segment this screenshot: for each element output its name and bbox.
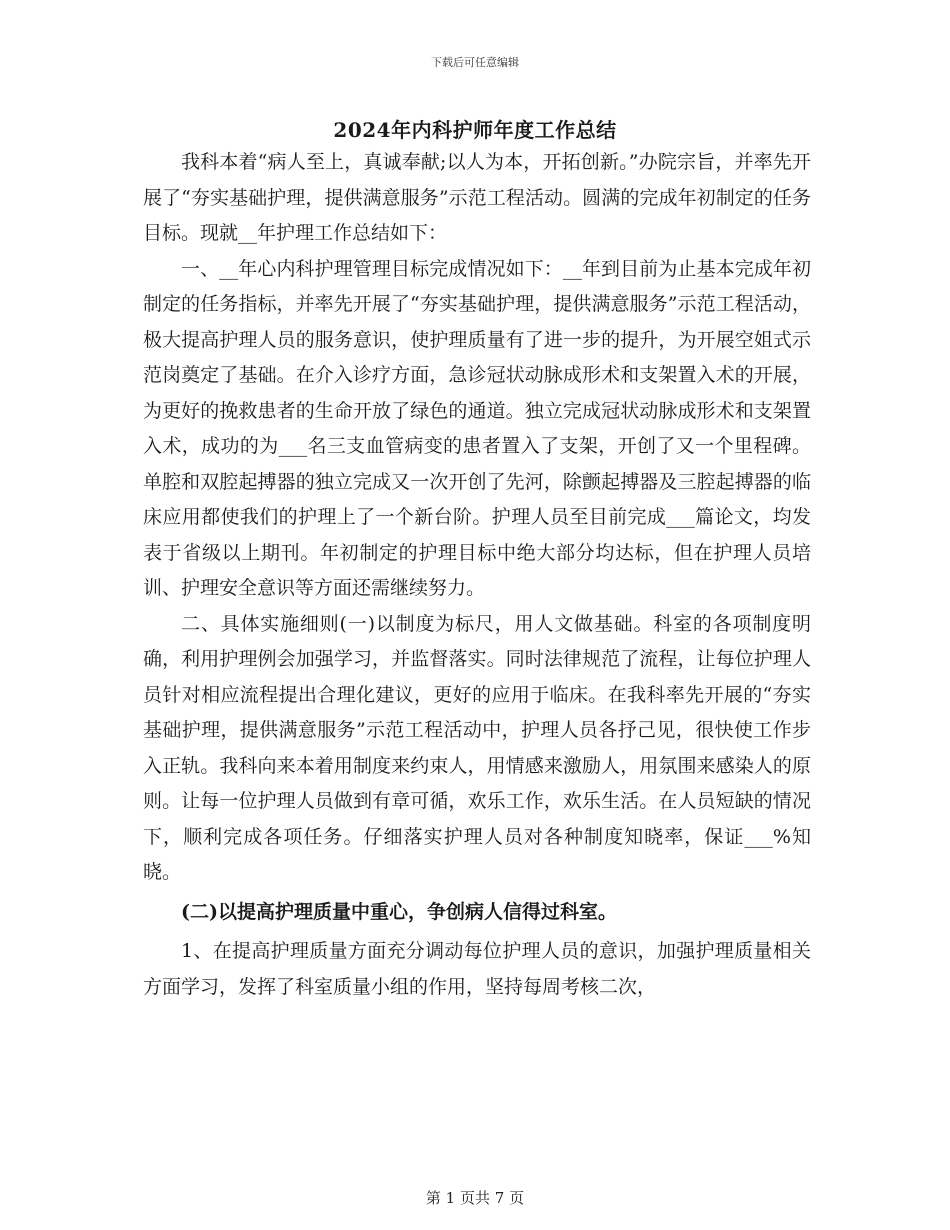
document-body — [143, 145, 811, 1005]
subheading-quality: (二)以提高护理质量中重心，争创病人信得过科室。 — [181, 900, 617, 923]
page-number: 第 1 页共 7 页 — [425, 1189, 525, 1207]
paragraph-section-2: 二、具体实施细则(一)以制度为标尺，用人文做基础。科室的各项制度明确，利用护理例会加强学习，并监督落实。同时法律规范了流程，让每位护理人员针对相应流程提出合理化建议，更好的应用于临床。在我科率先开展的“夯实基础护理，提供满意服务”示范工程活动中，护理人员各抒己见，很快使工作步入正轨。我科向来本着用制度来约束人，用情感来激励人，用氛围来感染人的原则。让每一位护理人员做到有章可循，欢乐工作，欢乐生活。在人员短缺的情况下，顺利完成各项任务。仔细落实护理人员对各种制度知晓率，保证___%知晓。 — [143, 612, 811, 883]
header-note: 下载后可任意编辑 — [431, 56, 519, 69]
paragraph-intro: 我科本着“病人至上，真诚奉献;以人为本，开拓创新。”办院宗旨，并率先开展了“夯实基础护理，提供满意服务”示范工程活动。圆满的完成年初制定的任务目标。现就__年护理工作总结如下： — [143, 151, 811, 244]
paragraph-item-1: 1、在提高护理质量方面充分调动每位护理人员的意识，加强护理质量相关方面学习，发挥了科室质量小组的作用，坚持每周考核二次， — [143, 940, 811, 998]
document-title: 2024年内科护师年度工作总结 — [333, 118, 617, 142]
paragraph-section-1: 一、__年心内科护理管理目标完成情况如下：__年到目前为止基本完成年初制定的任务指标，并率先开展了“夯实基础护理，提供满意服务”示范工程活动，极大提高护理人员的服务意识，使护理质量有了进一步的提升，为开展空姐式示范岗奠定了基础。在介入诊疗方面，急诊冠状动脉成形术和支架置入术的开展，为更好的挽救患者的生命开放了绿色的通道。独立完成冠状动脉成形术和支架置入术，成功的为___名三支血管病变的患者置入了支架，开创了又一个里程碑。单腔和双腔起搏器的独立完成又一次开创了先河，除颤起搏器及三腔起搏器的临床应用都使我们的护理上了一个新台阶。护理人员至目前完成___篇论文，均发表于省级以上期刊。年初制定的护理目标中绝大部分均达标，但在护理人员培训、护理安全意识等方面还需继续努力。 — [143, 257, 811, 599]
